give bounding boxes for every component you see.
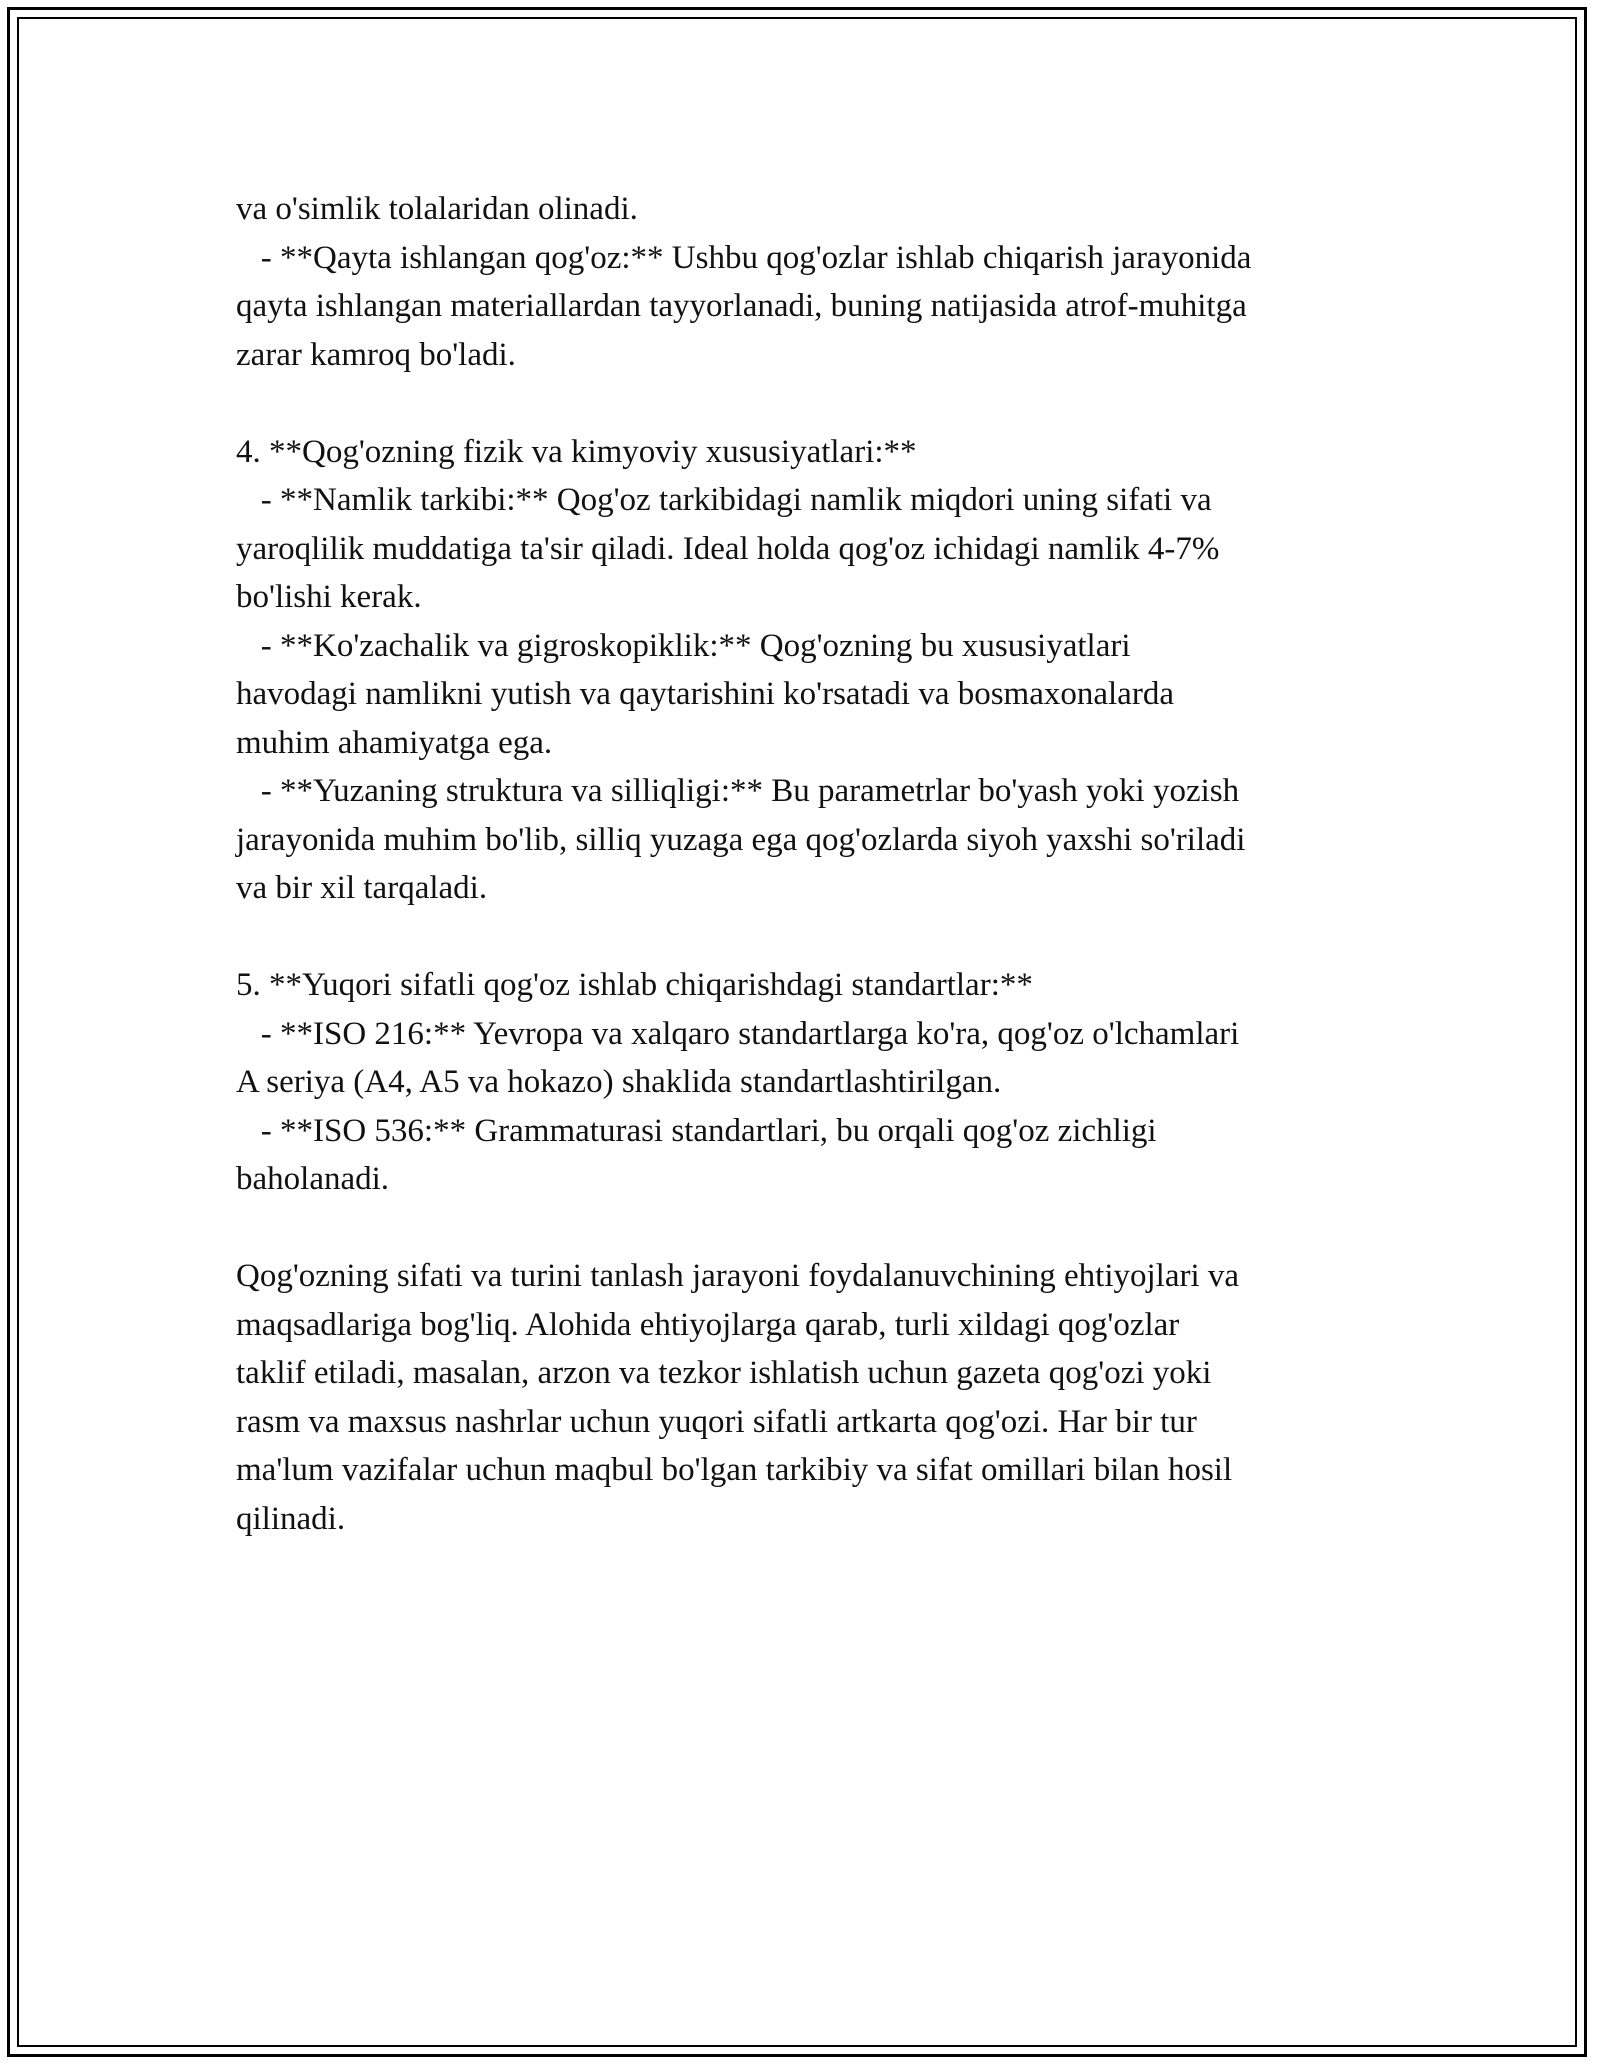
blank-line xyxy=(236,913,1376,962)
text-line: - **Yuzaning struktura va silliqligi:** Bu parametrlar bo'yash yoki yozish xyxy=(236,773,1240,809)
section-heading-4: 4. **Qog'ozning fizik va kimyoviy xususiyatlari:** xyxy=(236,433,917,470)
text-line: bo'lishi kerak. xyxy=(236,579,422,615)
conclusion-line: Qog'ozning sifati va turini tanlash jarayoni foydalanuvchining ehtiyojlari va xyxy=(236,1258,1240,1294)
text-line: jarayonida muhim bo'lib, silliq yuzaga ega qog'ozlarda siyoh yaxshi so'riladi xyxy=(236,821,1246,858)
conclusion-line: taklif etiladi, masalan, arzon va tezkor ishlatish uchun gazeta qog'ozi yoki xyxy=(236,1355,1212,1391)
text-line: - **Ko'zachalik va gigroskopiklik:** Qog'ozning bu xususiyatlari xyxy=(236,627,1131,664)
document-body xyxy=(236,185,1376,1543)
text-line: qayta ishlangan materiallardan tayyorlanadi, buning natijasida atrof-muhitga xyxy=(236,288,1247,324)
conclusion-line: maqsadlariga bog'liq. Alohida ehtiyojlarga qarab, turli xildagi qog'ozlar xyxy=(236,1306,1180,1343)
text-line: zarar kamroq bo'ladi. xyxy=(236,336,516,373)
text-line: baholanadi. xyxy=(236,1161,390,1197)
text-line: - **Namlik tarkibi:** Qog'oz tarkibidagi namlik miqdori uning sifati va xyxy=(236,482,1212,518)
blank-line xyxy=(236,1204,1376,1253)
text-line: - **ISO 536:** Grammaturasi standartlari, bu orqali qog'oz zichligi xyxy=(236,1112,1157,1149)
conclusion-line: ma'lum vazifalar uchun maqbul bo'lgan tarkibiy va sifat omillari bilan hosil xyxy=(236,1452,1233,1488)
blank-line xyxy=(236,379,1376,428)
text-line: va o'simlik tolalaridan olinadi. xyxy=(236,191,638,227)
conclusion-line: rasm va maxsus nashrlar uchun yuqori sifatli artkarta qog'ozi. Har bir tur xyxy=(236,1403,1197,1440)
text-line: va bir xil tarqaladi. xyxy=(236,870,488,906)
section-heading-5: 5. **Yuqori sifatli qog'oz ishlab chiqarishdagi standartlar:** xyxy=(236,967,1033,1003)
text-line: havodagi namlikni yutish va qaytarishini ko'rsatadi va bosmaxonalarda xyxy=(236,676,1174,712)
conclusion-line: qilinadi. xyxy=(236,1500,346,1537)
text-line: - **Qayta ishlangan qog'oz:** Ushbu qog'ozlar ishlab chiqarish jarayonida xyxy=(236,239,1252,276)
text-line: muhim ahamiyatga ega. xyxy=(236,724,553,761)
text-line: A seriya (A4, A5 va hokazo) shaklida standartlashtirilgan. xyxy=(236,1064,1002,1100)
text-line: yaroqlilik muddatiga ta'sir qiladi. Ideal holda qog'oz ichidagi namlik 4-7% xyxy=(236,530,1220,567)
text-line: - **ISO 216:** Yevropa va xalqaro standartlarga ko'ra, qog'oz o'lchamlari xyxy=(236,1015,1240,1052)
